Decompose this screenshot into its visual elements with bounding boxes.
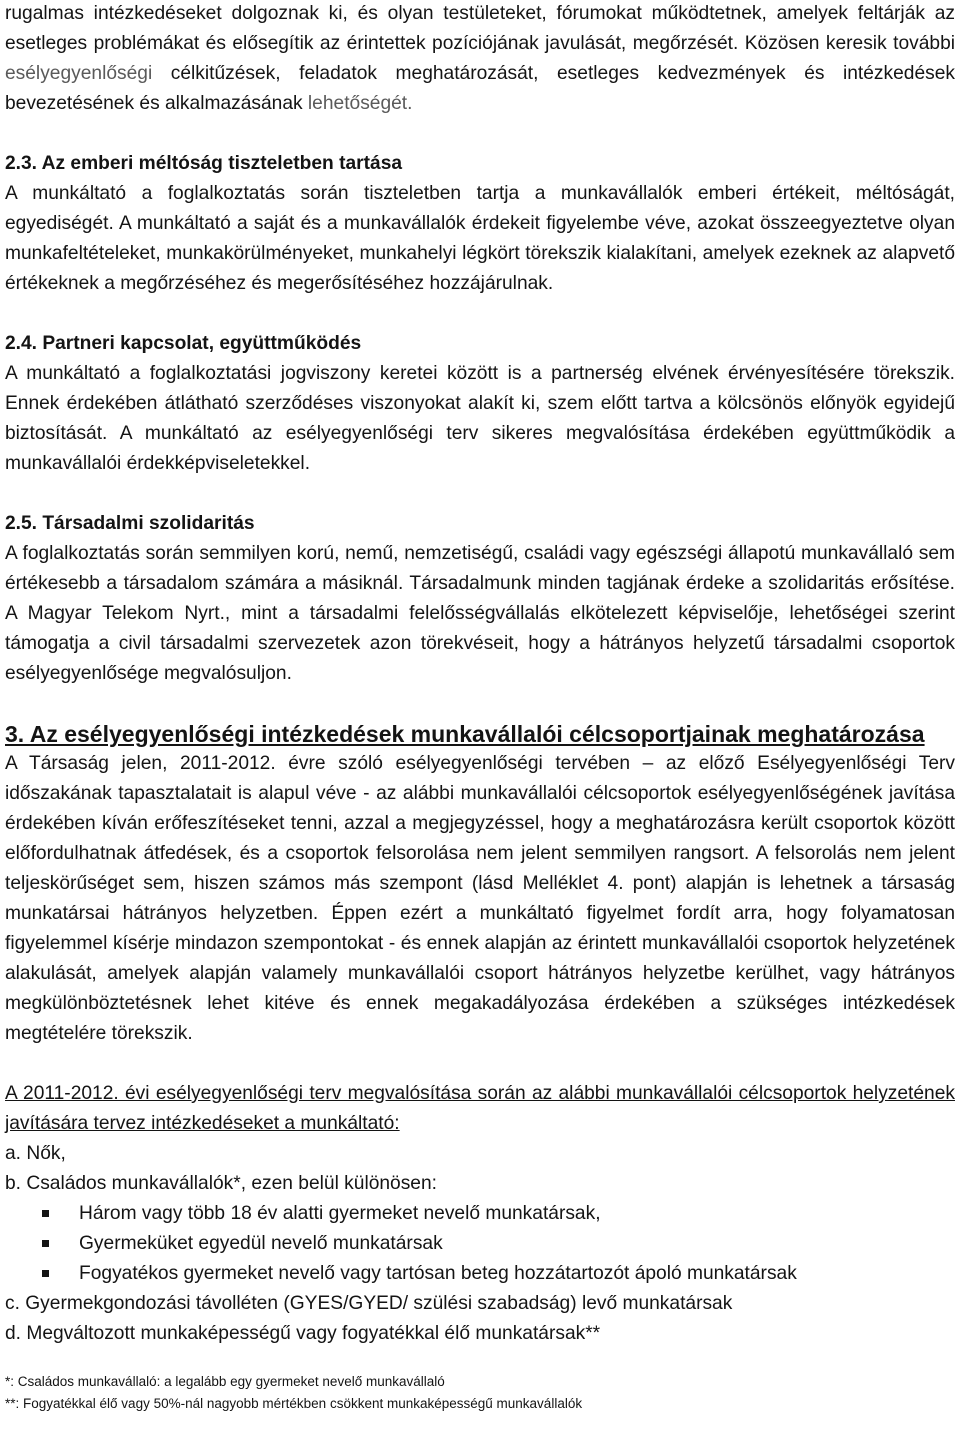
plan-intro: A 2011-2012. évi esélyegyenlőségi terv megvalósítása során az alábbi munkavállalói célcsoportok helyzetének javítására tervez intézkedéseket a munkáltató: xyxy=(5,1083,955,1134)
intro-text-run: célkitűzések, feladatok meghatározását, esetleges kedvezmények és intézkedések bevezetésének és alkalmazásának xyxy=(5,63,955,114)
intro-text-run: rugalmas intézkedéseket dolgoznak ki, és olyan testületeket, fórumokat működtetnek, amelyek feltárják az esetleges problémákat és elősegítik az érintettek pozíciójának javulását, megőrzését. Közösen keresik további xyxy=(5,3,955,54)
intro-text-run: esélyegyenlőségi xyxy=(5,63,153,84)
section-2-5-paragraph: A foglalkoztatás során semmilyen korú, nemű, nemzetiségű, családi vagy egészségi állapotú munkavállaló sem értékesebb a társadalom számára a másiknál. Társadalmunk minden tagjának érdeke a szolidaritás erősítése. A Magyar Telekom Nyrt., mint a társadalmi felelősségvállalás elkötelezett képviselője, lehetőségei szerint támogatja a civil társadalmi szervezetek azon törekvéseit, hogy a hátrányos helyzetű társadalmi csoportok esélyegyenlősége megvalósuljon. xyxy=(5,543,955,684)
section-2-4-paragraph: A munkáltató a foglalkoztatási jogviszony keretei között is a partnerség elvének érvényesítésére törekszik. Ennek érdekében átlátható szerződéses viszonyokat alakít ki, szem előtt tartva a kölcsönös előnyök egyidejű biztosítását. A munkáltató az esélyegyenlőségi terv sikeres megvalósítása érdekében együttműködik a munkavállalói érdekképviseletekkel. xyxy=(5,363,955,474)
intro-text-run: lehetőségét. xyxy=(307,93,413,114)
square-bullet-icon xyxy=(42,1210,49,1217)
intro-paragraph xyxy=(5,0,955,119)
section-3-heading: 3. Az esélyegyenlőségi intézkedések munkavállalói célcsoportjainak meghatározása xyxy=(5,721,925,747)
footnote-2: **: Fogyatékkal élő vagy 50%-nál nagyobb mértékben csökkent munkaképességű munkavállalók xyxy=(5,1396,583,1411)
section-2-3-heading: 2.3. Az emberi méltóság tiszteletben tartása xyxy=(5,153,403,174)
square-bullet-icon xyxy=(42,1240,49,1247)
square-bullet-icon xyxy=(42,1270,49,1277)
bullet-text: Fogyatékos gyermeket nevelő vagy tartósan beteg hozzátartozót ápoló munkatársak xyxy=(79,1263,797,1284)
target-group-c: c. Gyermekgondozási távolléten (GYES/GYED/ szülési szabadság) levő munkatársak xyxy=(5,1293,733,1314)
target-group-b-bullets xyxy=(5,1199,955,1289)
bullet-text: Gyermeküket egyedül nevelő munkatársak xyxy=(79,1233,443,1254)
section-2-5-heading: 2.5. Társadalmi szolidaritás xyxy=(5,513,255,534)
section-2-3-paragraph: A munkáltató a foglalkoztatás során tiszteletben tartja a munkavállalók emberi értékeit, méltóságát, egyediségét. A munkáltató a saját és a munkavállalók érdekeit figyelembe véve, azokat összeegyeztetve olyan munkafeltételeket, munkakörülményeket, munkahelyi légkört törekszik kialakítani, amelyek ezeknek az alapvető értékeknek a megőrzéséhez és megerősítéséhez hozzájárulnak. xyxy=(5,183,955,294)
bullet-text: Három vagy több 18 év alatti gyermeket nevelő munkatársak, xyxy=(79,1203,601,1224)
document-page xyxy=(5,0,955,1415)
target-group-d: d. Megváltozott munkaképességű vagy fogyatékkal élő munkatársak** xyxy=(5,1323,601,1344)
bullet-item xyxy=(5,1259,955,1289)
footnote-1: *: Családos munkavállaló: a legalább egy gyermeket nevelő munkavállaló xyxy=(5,1374,445,1389)
target-group-b: b. Családos munkavállalók*, ezen belül különösen: xyxy=(5,1173,437,1194)
target-group-a: a. Nők, xyxy=(5,1143,66,1164)
bullet-item xyxy=(5,1199,955,1229)
section-3-paragraph: A Társaság jelen, 2011-2012. évre szóló esélyegyenlőségi tervében – az előző Esélyegyenlőségi Terv időszakának tapasztalatait is alapul véve - az alábbi munkavállalói célcsoportok esélyegyenlőségének javítása érdekében kíván erőfeszítéseket tenni, azzal a megjegyzéssel, hogy a meghatározásra került csoportok között előfordulhatnak átfedések, és a csoportok felsorolása nem jelent semmilyen rangsort. A felsorolás nem jelent teljeskörűséget sem, hiszen számos más szempont (lásd Melléklet 4. pont) alapján is lehetnek a társaság munkatársai hátrányos helyzetben. Éppen ezért a munkáltató figyelmet fordít arra, hogy folyamatosan figyelemmel kísérje mindazon szempontokat - és ennek alapján az érintett munkavállalói csoportok helyzetének alakulását, amelyek alapján valamely munkavállalói csoport hátrányos helyzetbe kerülhet, vagy hátrányos megkülönböztetésnek lehet kitéve és ennek megakadályozása érdekében a szükséges intézkedések megtételére törekszik. xyxy=(5,753,955,1044)
section-2-4-heading: 2.4. Partneri kapcsolat, együttműködés xyxy=(5,333,362,354)
bullet-item xyxy=(5,1229,955,1259)
